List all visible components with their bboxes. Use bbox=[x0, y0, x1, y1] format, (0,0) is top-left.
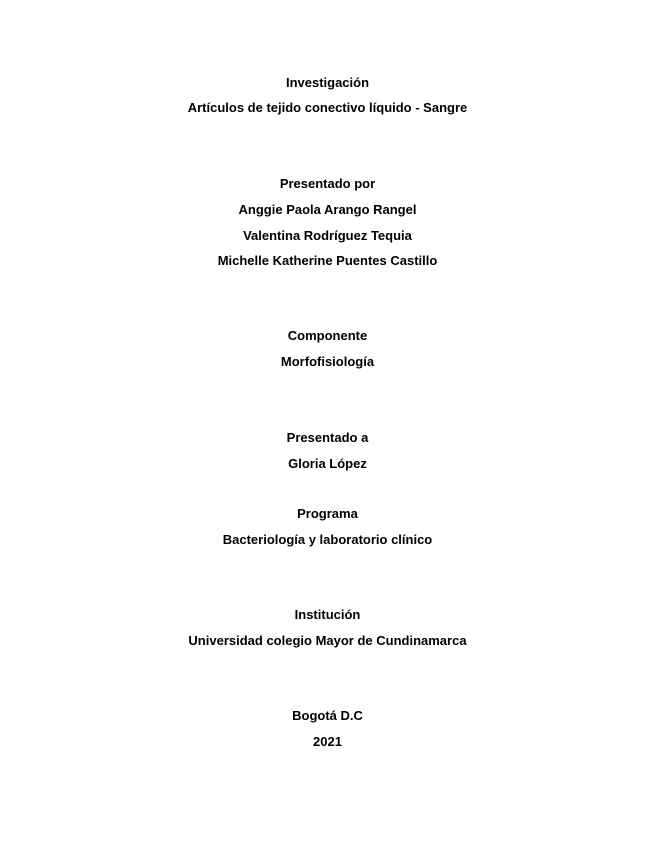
document-title: Artículos de tejido conectivo líquido - Sangre bbox=[187, 100, 468, 115]
research-label: Investigación bbox=[285, 75, 370, 90]
institution-label: Institución bbox=[294, 607, 361, 622]
author-name: Valentina Rodríguez Tequia bbox=[243, 228, 412, 243]
program-label: Programa bbox=[297, 506, 358, 521]
presented-to-value: Gloria López bbox=[288, 456, 367, 471]
author-name: Anggie Paola Arango Rangel bbox=[238, 202, 417, 217]
presented-by-label: Presentado por bbox=[279, 176, 376, 191]
author-name: Michelle Katherine Puentes Castillo bbox=[217, 253, 438, 268]
component-value: Morfofisiología bbox=[280, 354, 375, 369]
component-label: Componente bbox=[287, 328, 368, 343]
city: Bogotá D.C bbox=[292, 708, 363, 723]
institution-value: Universidad colegio Mayor de Cundinamarca bbox=[188, 633, 467, 648]
program-value: Bacteriología y laboratorio clínico bbox=[222, 532, 433, 547]
year: 2021 bbox=[313, 734, 342, 749]
presented-to-label: Presentado a bbox=[286, 430, 369, 445]
